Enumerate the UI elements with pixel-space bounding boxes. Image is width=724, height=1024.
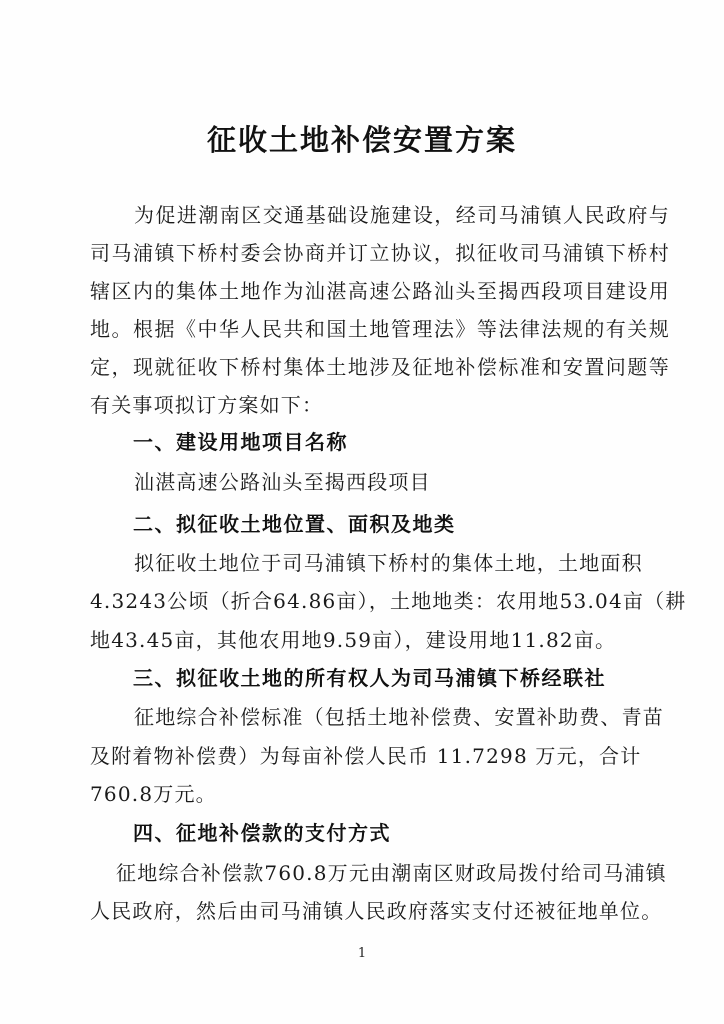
section-2-line-1: 拟征收土地位于司马浦镇下桥村的集体土地，土地面积: [134, 551, 643, 575]
section-3-line-3: 760.8万元。: [90, 782, 217, 806]
page-number: 1: [357, 946, 367, 961]
document-title: 征收土地补偿安置方案: [206, 123, 517, 157]
section-heading-2: 二、拟征收土地位置、面积及地类: [133, 512, 456, 536]
section-heading-3: 三、拟征收土地的所有权人为司马浦镇下桥经联社: [133, 666, 606, 690]
section-2-line-2: 4.3243公顷（折合64.86亩），土地地类：农用地53.04亩（耕: [90, 589, 687, 613]
section-heading-4: 四、征地补偿款的支付方式: [133, 821, 391, 845]
section-2-line-3: 地43.45亩，其他农用地9.59亩），建设用地11.82亩。: [90, 628, 617, 652]
section-1-line-1: 汕湛高速公路汕头至揭西段项目: [134, 470, 431, 494]
section-heading-1: 一、建设用地项目名称: [133, 430, 348, 454]
section-4-line-1: 征地综合补偿款760.8万元由潮南区财政局拨付给司马浦镇: [116, 861, 667, 885]
section-3-line-1: 征地综合补偿标准（包括土地补偿费、安置补助费、青苗: [134, 705, 664, 729]
intro-paragraph-block: [90, 196, 670, 424]
section-4-line-2: 人民政府，然后由司马浦镇人民政府落实支付还被征地单位。: [90, 899, 663, 923]
section-3-line-2: 及附着物补偿费）为每亩补偿人民币 11.7298 万元，合计: [90, 744, 642, 768]
intro-paragraph: 为促进潮南区交通基础设施建设，经司马浦镇人民政府与司马浦镇下桥村委会协商并订立协议，拟征收司马浦镇下桥村辖区内的集体土地作为汕湛高速公路汕头至揭西段项目建设用地。根据《中华人民共和国土地管理法》等法律法规的有关规定，现就征收下桥村集体土地涉及征地补偿标准和安置问题等有关事项拟订方案如下：: [90, 203, 670, 417]
